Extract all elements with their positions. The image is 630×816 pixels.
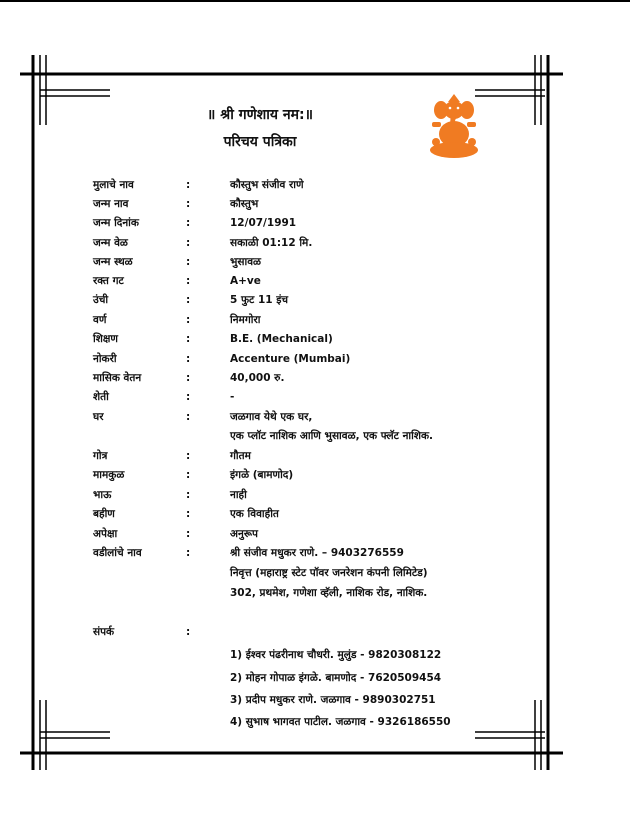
page-title: परिचय पत्रिका xyxy=(223,134,297,150)
colon: : xyxy=(186,372,191,384)
colon: : xyxy=(186,489,191,501)
contact-item: 4) सुभाष भागवत पाटील. जळगाव - 9326186550 xyxy=(230,716,451,728)
detail-value: 302, प्रथमेश, गणेशा व्हॅली, नाशिक रोड, नाशिक. xyxy=(230,587,428,599)
detail-label: वडीलांचे नाव xyxy=(93,547,142,559)
detail-label: भाऊ xyxy=(93,489,112,501)
detail-value: Accenture (Mumbai) xyxy=(230,353,351,365)
colon: : xyxy=(186,179,191,191)
detail-value: जळगाव येथे एक घर, xyxy=(230,411,313,423)
contact-item: 3) प्रदीप मधुकर राणे. जळगाव - 9890302751 xyxy=(230,694,436,706)
colon: : xyxy=(186,294,191,306)
colon: : xyxy=(186,528,191,540)
colon: : xyxy=(186,333,191,345)
detail-value: B.E. (Mechanical) xyxy=(230,333,333,345)
colon: : xyxy=(186,411,191,423)
detail-label: जन्म स्थळ xyxy=(93,256,133,268)
detail-label: मासिक वेतन xyxy=(93,372,142,384)
detail-value: श्री संजीव मधुकर राणे. – 9403276559 xyxy=(230,547,404,559)
detail-label: वर्ण xyxy=(93,314,107,326)
detail-label: शेती xyxy=(93,391,109,403)
detail-label: जन्म वेळ xyxy=(93,237,128,249)
colon: : xyxy=(186,353,191,365)
detail-value: कौस्तुभ संजीव राणे xyxy=(230,179,304,191)
contact-label: संपर्क xyxy=(93,626,115,638)
detail-value: A+ve xyxy=(230,275,261,287)
colon: : xyxy=(186,391,191,403)
detail-value: 5 फुट 11 इंच xyxy=(230,294,289,306)
detail-label: जन्म नाव xyxy=(93,198,129,210)
detail-label: गोत्र xyxy=(93,450,108,462)
colon: : xyxy=(186,217,191,229)
detail-label: रक्त गट xyxy=(93,275,124,287)
detail-value: कौस्तुभ xyxy=(230,198,259,210)
detail-value: अनुरूप xyxy=(230,528,258,540)
contact-item: 1) ईश्वर पंढरीनाथ चौधरी. मुलुंड - 9820308122 xyxy=(230,649,442,661)
detail-value: निवृत्त (महाराष्ट्र स्टेट पॉवर जनरेशन कंपनी लिमिटेड) xyxy=(230,567,428,579)
colon: : xyxy=(186,314,191,326)
detail-value: गौतम xyxy=(230,450,251,462)
detail-label: अपेक्षा xyxy=(93,528,118,540)
detail-label: नोकरी xyxy=(93,353,117,365)
detail-value: 12/07/1991 xyxy=(230,217,297,229)
invocation-heading: ॥ श्री गणेशाय नम:॥ xyxy=(207,107,313,123)
detail-label: मुलाचे नाव xyxy=(93,179,134,191)
colon: : xyxy=(186,450,191,462)
colon: : xyxy=(186,237,191,249)
detail-value: नाही xyxy=(230,489,247,501)
detail-value: इंगळे (बामणोद) xyxy=(230,469,294,481)
colon: : xyxy=(186,547,191,559)
colon: : xyxy=(186,469,191,481)
detail-label: जन्म दिनांक xyxy=(93,217,139,229)
contact-item: 2) मोहन गोपाळ इंगळे. बामणोद - 7620509454 xyxy=(230,672,442,684)
detail-value: भुसावळ xyxy=(230,256,262,268)
detail-value: निमगोरा xyxy=(230,314,261,326)
detail-value: एक प्लॉट नाशिक आणि भुसावळ, एक फ्लॅट नाशिक. xyxy=(230,430,434,442)
detail-label: शिक्षण xyxy=(93,333,118,345)
ganesh-icon xyxy=(424,92,484,160)
detail-value: - xyxy=(230,391,235,403)
detail-value: 40,000 रु. xyxy=(230,372,285,384)
colon: : xyxy=(186,198,191,210)
detail-label: बहीण xyxy=(93,508,115,520)
colon: : xyxy=(186,275,191,287)
colon: : xyxy=(186,256,191,268)
detail-label: मामकुळ xyxy=(93,469,125,481)
detail-label: घर xyxy=(93,411,104,423)
colon: : xyxy=(186,508,191,520)
detail-value: सकाळी 01:12 मि. xyxy=(230,237,313,249)
detail-label: उंची xyxy=(93,294,109,306)
detail-value: एक विवाहीत xyxy=(230,508,279,520)
colon: : xyxy=(186,626,191,638)
